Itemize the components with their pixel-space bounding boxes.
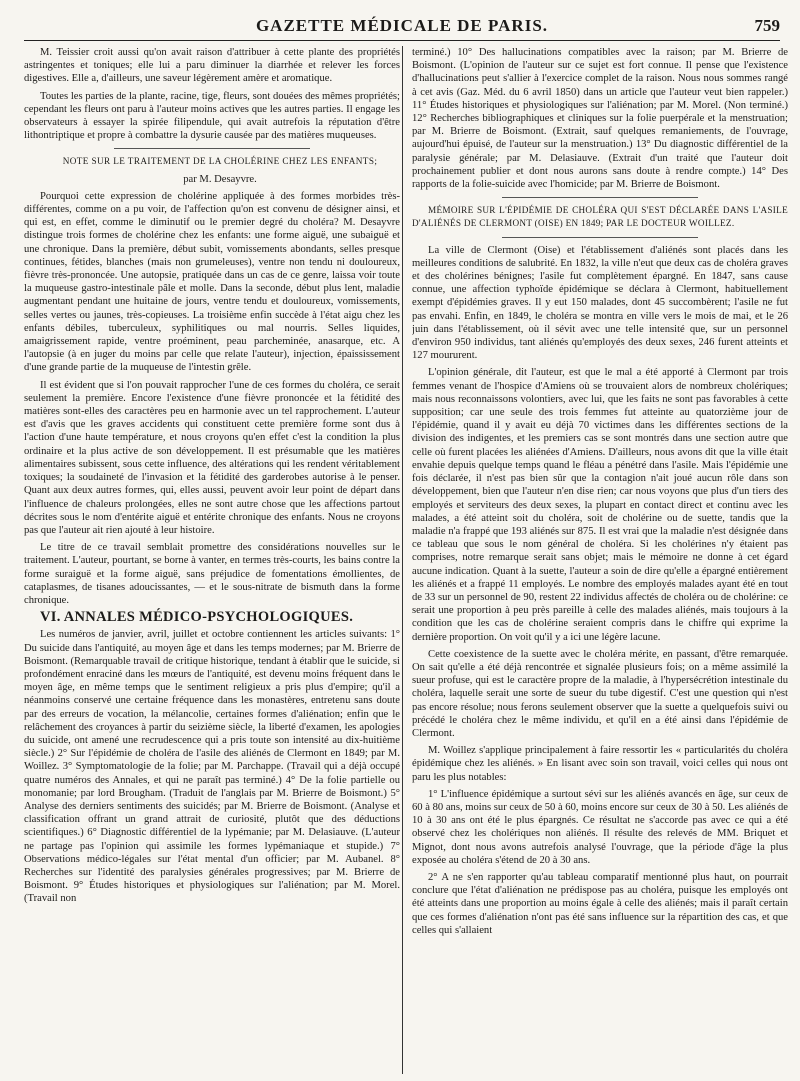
body-paragraph: M. Woillez s'applique principalement à faire ressortir les « particularités du choléra épidémique chez les aliénés. » En lisant avec soin son travail, voici celles qui nous ont paru les plus notables: <box>412 745 788 783</box>
notice-title: NOTE SUR LE TRAITEMENT DE LA CHOLÉRINE CHEZ LES ENFANTS; <box>62 156 378 167</box>
page-number: 759 <box>754 16 780 35</box>
body-paragraph: 2° A ne s'en rapporter qu'au tableau comparatif mentionné plus haut, on pourrait conclure que l'état d'aliénation ne prédispose pas au choléra, puisque les employés ont été atteints dans une proportion au moins égale à celle des aliénés; mais il paraît certain que ces formes d'aliénation n'ont pas été sans influence sur la répartition des cas, et que celles qui s'allaient <box>412 871 788 936</box>
page-header <box>24 16 780 41</box>
section-heading: VI. ANNALES MÉDICO-PSYCHOLOGIQUES. <box>40 609 354 626</box>
body-paragraph: terminé.) 10° Des hallucinations compatibles avec la raison; par M. Brierre de Boismont. (L'opinion de l'auteur sur ce sujet est fort connue. Il pense que l'existence d'hallucinations peut s'allier à l'exercice complet de la raison. Nous nous sommes rangé à cet avis (Gaz. Méd. du 6 avril 1850) dans un article que l'auteur veut bien rappeler.) 11° Études historiques et physiologiques sur l'aliénation; par M. Morel. (Non terminé.) 12° Recherches bibliographiques et cliniques sur la folie puerpérale et la menstruation; par M. Brierre de Boismont. (Extrait, sauf quelques remaniements, de l'ouvrage, aujourd'hui épuisé, de l'auteur sur la menstruation.) 13° Du diagnostic différentiel de la paralysie générale; par M. Delasiauve. (Extrait d'un traité que l'auteur doit prochainement publier et dont nous aurons sans doute à rendre compte.) 14° Des rapports de la folie-suicide avec l'homicide; par M. Brierre de Boismont. <box>412 47 788 191</box>
separator-rule <box>114 148 310 149</box>
body-paragraph: L'opinion générale, dit l'auteur, est que le mal a été apporté à Clermont par trois femmes venant de l'hospice d'Amiens où se trouvaient alors de nombreux cholériques; mais nous reconnaissons volontiers, avec lui, que les faits ne sont pas favorables à cette supposition; car une seule des trois femmes fut atteinte au quatorzième jour de l'épidémie, quand il y avait eu déjà 70 victimes dans les différentes sections de la division des indigentes, et les premiers cas se sont montrés dans une section autre que celle où furent placées les aliénées d'Amiens. D'ailleurs, nous avons dit que la ville était envahie depuis quelque temps quand le fléau a pénétré dans l'asile. Mais l'épidémie une fois déclarée, il n'est pas bien sûr que la contagion n'ait joué aucun rôle dans son développement, bien que l'auteur n'en dise rien; car nous voyons que plus d'un tiers des employés et serviteurs des deux sexes, la plupart en contact direct et continu avec les malades, a été atteint soit du choléra, soit de cholérine ou de suette, tandis que la maladie n'a frappé que 193 aliénés sur 875. Il est vrai que la maladie n'est désignée dans ce tableau que sous le nom général de choléra. Si les cholérines n'y étaient pas comprises, notre remarque serait sans objet; mais le mémoire ne donne à cet égard aucune indication. Quant à la suette, l'auteur a soin de dire qu'elle a épargné entièrement les aliénés et a frappé 11 employés. Le nombre des employés malades ayant été en tout de 33 sur un personnel de 90, restent 22 individus affectés de choléra ou de cholérine: ce serait une proportion à peu près pareille à celle des malades aliénés, mais toujours à la condition que les cas de cholérine seraient compris dans le chiffre qui exprime la dernière proportion. On voit qu'il y a ici une légère lacune. <box>412 367 788 643</box>
body-paragraph: Pourquoi cette expression de cholérine appliquée à des formes morbides très-différentes, comme on a pu voir, de l'affection qu'on est convenu de désigner ainsi, et qui est, en effet, comme le diminutif ou le premier degré du choléra? M. Desayvre distingue trois formes de cholérine chez les enfants: une forme aiguë, une subaiguë et une chronique. Dans la première, début subit, vomissements abondants, selles presque continues, fétides, blanches (mais non grumeleuses), ventre non tendu ni douloureux, fièvre très-prononcée. Une autopsie, pratiquée dans un cas de ce genre, laissa voir toute la muqueuse gastro-intestinale pâle et molle. Dans la seconde, début plus lent, maladie augmentant pendant une huitaine de jours, ventre tendu et douloureux, vomissements, selles vertes ou jaunes, très-copieuses. La troisième enfin succède à l'état aigu chez les enfants débiles, tuberculeux, syphilitiques ou mal nourris. Selles liquides, amaigrissement rapide, ventre proéminent, peau parcheminée, anasarque, etc. A l'autopsie (à en juger du moins par celle que relate l'auteur), injection, épaississement d'une grande partie de la muqueuse de l'intestin grêle. <box>24 190 400 374</box>
body-paragraph: Il est évident que si l'on pouvait rapprocher l'une de ces formes du choléra, ce serait seulement la première. Encore l'existence d'une fièvre prononcée et la fétidité des matières sont-elles des caractères peu en harmonie avec un tel rapprochement. L'auteur est d'avis que les graves accidents qui constituent cette première forme sont dus à l'action d'une haute température, et nous croyons qu'en effet c'est la condition la plus ordinaire et la plus active de son développement. Il est présumable que les matières alimentaires subissent, sous cette influence, des altérations qui les rendent véritablement toxiques; la soudaineté de l'invasion et la fétidité des garderobes autorise à le penser. Quant aux deux autres formes, qui, elles aussi, peuvent avoir leur point de départ dans l'influence de chaleurs prolongées, elles ne sont autre chose que les affections partout décrites sous le nom d'entérite aiguë et entérite chronique des enfants. Nous ne croyons pas que l'auteur ait rien ajouté à leur histoire. <box>24 379 400 536</box>
body-paragraph: M. Teissier croit aussi qu'on avait raison d'attribuer à cette plante des propriétés astringentes et toniques; elle lui a paru diminuer la diarrhée et relever les forces digestives. Elle a, d'ailleurs, une saveur légèrement amère et aromatique. <box>24 47 400 85</box>
notice-author: par M. Desayvre. <box>183 173 257 185</box>
memoire-title: MÉMOIRE SUR L'ÉPIDÉMIE DE CHOLÉRA QUI S'EST DÉCLARÉE DANS L'ASILE D'ALIÉNÉS DE CLERMONT (OISE) EN 1849; PAR LE DOCTEUR WOILLEZ. <box>412 205 788 229</box>
separator-rule <box>502 197 698 198</box>
body-paragraph: Les numéros de janvier, avril, juillet et octobre contiennent les articles suivants: 1° Du suicide dans l'antiquité, au moyen âge et dans les temps modernes; par M. Brierre de Boismont. (Remarquable travail de critique historique, tendant à établir que le suicide, si profondément enraciné dans les mœurs de l'antiquité, est devenu moins fréquent dans le moyen âge, en même temps que le sentiment religieux a pris plus d'empire; qu'il a néanmoins conservé une certaine fréquence dans les monastères, entretenu sans doute par des erreurs de vocation, la mélancolie, certaines formes d'aliénation; enfin que le relâchement des croyances à partir du seizième siècle, la liberté d'examen, les apologies du suicide, ont amené une recrudescence qui a pris toute son intensité au dix-huitième siècle.) 2° Sur l'épidémie de choléra de l'asile des aliénés de Clermont en 1849; par M. Woillez. 3° Symptomatologie de la folie; par M. Parchappe. (Travail qui a déjà occupé quatre numéros des Annales, et qui ne paraît pas terminé.) 4° De la folie partielle ou monomanie; par lord Brougham. (Traduit de l'anglais par M. Brierre de Boismont.) 5° Analyse des derniers sentiments des suicidés; par M. Brierre de Boismont. (Analyse et classification offrant un grand attrait de curiosité, plutôt que des déductions scientifiques.) 6° Diagnostic différentiel de la lypémanie; par M. Delasiauve. (L'auteur ne partage pas l'opinion qui assimile les formes lypémaniaque et stupide.) 7° Observations médico-légales sur l'état mental d'un officier; par M. Aubanel. 8° Recherches sur l'identité des paralysies générales progressives; par M. Brierre de Boismont. 9° Études historiques et physiologiques sur l'aliénation; par M. Morel. (Travail non <box>24 629 400 905</box>
separator-rule <box>502 237 698 238</box>
body-paragraph: La ville de Clermont (Oise) et l'établissement d'aliénés sont placés dans les meilleures conditions de salubrité. En 1832, la ville n'eut que deux cas de choléra graves et des cholérines bénignes; l'asile fut complètement épargné. En 1847, sans cause connue, une affection typhoïde épidémique se déclara à Clermont, habituellement exempt d'épidémies graves. Il y eut 150 malades, dont 45 succombèrent; l'asile ne fut pas envahi. Enfin, en 1849, le choléra se montra en ville vers le mois de mai, et le 26 juin dans l'établissement, où il sévit avec une telle intensité que, sur un personnel d'environ 950 individus, tant aliénés qu'employés des deux sexes, 246 furent atteints et 127 moururent. <box>412 244 788 362</box>
column-divider <box>402 46 403 1074</box>
body-paragraph: Toutes les parties de la plante, racine, tige, fleurs, sont douées des mêmes propriétés; cependant les fleurs ont paru à l'auteur moins actives que les autres parties. Il engage les observateurs à essayer la spirée filipendule, qui avait autrefois la réputation d'être lithontriptique et propre à combattre la dysurie causée par des matières muqueuses. <box>24 90 400 142</box>
body-paragraph: Cette coexistence de la suette avec le choléra mérite, en passant, d'être remarquée. On sait qu'elle a été déjà rencontrée et signalée plusieurs fois; on a même assimilé la sueur profuse, qui est le caractère propre de la maladie, à l'hypersécrétion intestinale du choléra, laquelle serait une sorte de sueur du tube digestif. C'est une question qui n'est pas encore résolue; nous ferons seulement observer que la suette a quelquefois suivi ou précédé le choléra chez le même individu, et qu'il en a été ainsi dans l'épidémie de Clermont. <box>412 648 788 739</box>
body-paragraph: 1° L'influence épidémique a surtout sévi sur les aliénés avancés en âge, sur ceux de 60 à 80 ans, moins sur ceux de 50 à 60, moins encore sur ceux de 30 à 50. Les aliénés de 10 à 30 ans ont été le plus épargnés. Ce résultat ne s'accorde pas avec ce qui a été observé chez les cholériques non aliénés. Il résulte des relevés de MM. Briquet et Mignot, dont nous avons autrefois analysé l'ouvrage, que la période d'âge la plus exposée au choléra s'étend de 20 à 30 ans. <box>412 788 788 866</box>
body-paragraph: Le titre de ce travail semblait promettre des considérations nouvelles sur le traitement. L'auteur, pourtant, se borne à vanter, en termes très-courts, les bains contre la forme suraiguë et la forme aiguë, sans préjudice de fomentations émollientes, de cataplasmes, de tisanes adoucissantes, — et le sous-nitrate de bismuth dans la forme chronique. <box>24 542 400 606</box>
left-column <box>24 46 400 1076</box>
right-column <box>412 46 788 1076</box>
journal-title: GAZETTE MÉDICALE DE PARIS. <box>255 16 549 35</box>
